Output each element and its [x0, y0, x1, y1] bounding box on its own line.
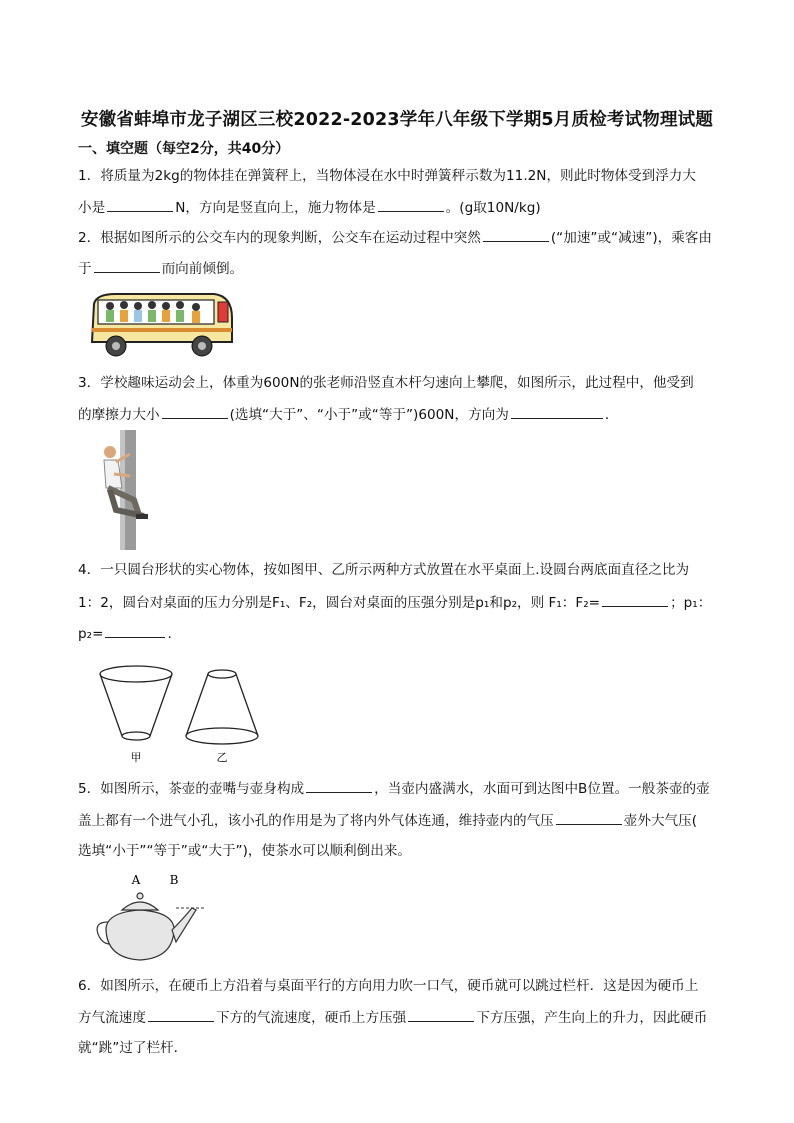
q5-text-c: 盖上都有一个进气小孔，该小孔的作用是为了将内外气体连通，维持壶内的气压 [78, 813, 554, 829]
climbing-pole-figure [96, 430, 170, 552]
q1-line-1: 1．将质量为2kg的物体挂在弹簧秤上，当物体浸在水中时弹簧秤示数为11.2N，则此时物体受到浮力大 [78, 168, 696, 184]
q5-line-3: 选填“小于”“等于”或“大于”)，使茶水可以顺利倒出来。 [78, 843, 412, 859]
q3-line-1: 3．学校趣味运动会上，体重为600N的张老师沿竖直木杆匀速向上攀爬，如图所示，此过程中，他受到 [78, 375, 694, 391]
q2-answer-blank-2[interactable] [94, 258, 160, 273]
q5-text-b: ，当壶内盛满水，水面可到达图中B位置。一般茶壶的壶 [374, 781, 710, 797]
q5-answer-blank-2[interactable] [556, 810, 622, 825]
q5-line-1 [78, 778, 710, 799]
q3-text-a: 的摩擦力大小 [78, 407, 160, 423]
q2-text-a: 2．根据如图所示的公交车内的现象判断，公交车在运动过程中突然 [78, 230, 481, 246]
teapot-label-b: B [169, 873, 179, 887]
q4-text-d: . [167, 626, 172, 642]
q5-line-2 [78, 810, 697, 831]
q4-answer-blank-1[interactable] [602, 592, 668, 607]
q2-answer-blank-1[interactable] [483, 227, 549, 242]
q6-text-a: 方气流速度 [78, 1010, 146, 1026]
q4-text-b: ；p₁： [670, 595, 712, 611]
page-title: 安徽省蚌埠市龙子湖区三校2022-2023学年八年级下学期5月质检考试物理试题 [80, 110, 714, 130]
q6-answer-blank-2[interactable] [408, 1007, 474, 1022]
q3-line-2 [78, 404, 618, 425]
q1-text-a: 小是 [78, 200, 106, 216]
q5-answer-blank-1[interactable] [306, 778, 372, 793]
q4-text-c: p₂= [78, 626, 104, 642]
q4-line-2 [78, 592, 711, 613]
q4-line-1: 4．一只圆台形状的实心物体，按如图甲、乙所示两种方式放置在水平桌面上.设圆台两底面直径之比为 [78, 562, 690, 578]
frustum-figure [96, 660, 276, 770]
frustum-yi-caption: 乙 [216, 751, 228, 764]
q1-text-c: 。(g取10N/kg) [445, 200, 541, 216]
q4-answer-blank-2[interactable] [105, 623, 165, 638]
frustum-jia-caption: 甲 [130, 751, 142, 764]
q4-text-a: 1：2，圆台对桌面的压力分别是F₁、F₂，圆台对桌面的压强分别是p₁和p₂，则 F₁：F₂= [78, 595, 601, 611]
q6-line-1: 6．如图所示，在硬币上方沿着与桌面平行的方向用力吹一口气，硬币就可以跳过栏杆．这是因为硬币上 [78, 978, 699, 994]
section-heading: 一、填空题（每空2分，共40分） [78, 141, 290, 157]
q1-line-2 [78, 197, 541, 218]
q1-text-b: N，方向是竖直向上，施力物体是 [175, 200, 376, 216]
q5-text-a: 5．如图所示，茶壶的壶嘴与壶身构成 [78, 781, 305, 797]
q3-text-b: (选填“大于”、“小于”或“等于”)600N，方向为 [229, 407, 509, 423]
q2-line-2 [78, 258, 243, 279]
q6-answer-blank-1[interactable] [148, 1007, 214, 1022]
q3-text-c: ． [604, 407, 619, 423]
q3-answer-blank-2[interactable] [511, 404, 603, 419]
q6-line-3: 就“跳”过了栏杆． [78, 1040, 188, 1056]
q6-line-2 [78, 1007, 707, 1028]
teapot-label-a: A [131, 873, 141, 887]
q2-text-b: (“加速”或“减速”)，乘客由 [550, 230, 712, 246]
q2-text-c: 于 [78, 261, 92, 277]
q5-text-d: 壶外大气压( [623, 813, 698, 829]
q6-text-b: 下方的气流速度，硬币上方压强 [215, 1010, 407, 1026]
q4-line-3 [78, 623, 172, 644]
q1-answer-blank-1[interactable] [107, 197, 173, 212]
q2-line-1 [78, 227, 712, 248]
q3-answer-blank-1[interactable] [162, 404, 228, 419]
teapot-figure [96, 870, 216, 965]
q6-text-c: 下方压强，产生向上的升力，因此硬币 [476, 1010, 708, 1026]
bus-passengers-figure [86, 290, 236, 362]
q1-answer-blank-2[interactable] [378, 197, 444, 212]
q2-text-d: 而向前倾倒。 [161, 261, 244, 277]
